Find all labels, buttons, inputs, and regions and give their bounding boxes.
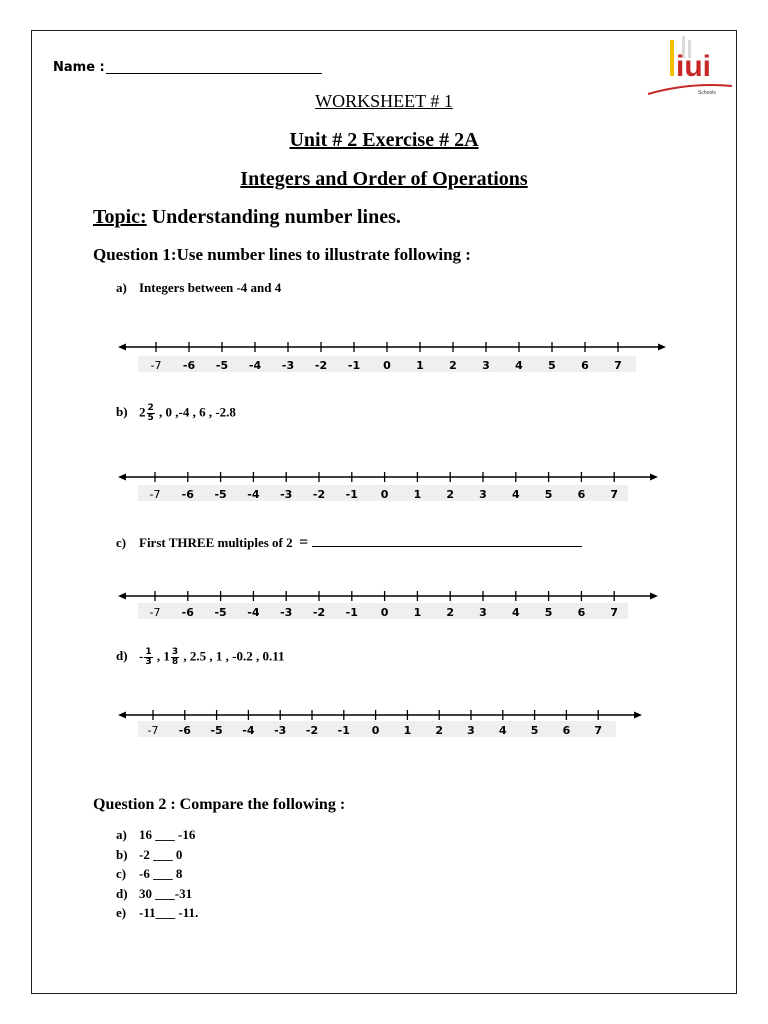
chapter-title: Integers and Order of Operations <box>240 168 528 190</box>
left-arrow <box>118 712 126 719</box>
tick-label: -2 <box>312 488 326 501</box>
tick-label: 7 <box>610 488 619 501</box>
tick-label: 2 <box>446 488 455 501</box>
number-line-a[interactable] <box>118 342 666 372</box>
tick-label: -5 <box>215 359 229 372</box>
tick-label: -6 <box>181 488 194 501</box>
question-1a: a) Integers between -4 and 4 <box>116 280 282 295</box>
tick-label: 3 <box>467 724 475 737</box>
left-arrow <box>118 593 126 600</box>
tick-label: 5 <box>544 606 553 619</box>
tick-label: 2 <box>435 724 444 737</box>
tick-label: -2 <box>312 606 326 619</box>
tick-label: 7 <box>610 606 619 619</box>
tick-label: 1 <box>416 359 424 372</box>
compare-item-c: c) -6 ___ 8 <box>116 866 183 881</box>
tick-label: 4 <box>511 606 520 619</box>
tick-label: -4 <box>247 606 260 619</box>
tick-label: -7 <box>149 488 161 501</box>
tick-label: 0 <box>380 488 389 501</box>
compare-item-b: b) -2 ___ 0 <box>116 847 183 862</box>
tick-label: -3 <box>280 606 293 619</box>
tick-label: 5 <box>548 359 556 372</box>
logo-text: Schools <box>698 90 716 96</box>
tick-label: 7 <box>614 359 622 372</box>
tick-label: 0 <box>383 359 391 372</box>
tick-label: -3 <box>274 724 287 737</box>
tick-label: 2 <box>449 359 457 372</box>
question-1-title: Question 1:Use number lines to illustrate following : <box>93 245 471 264</box>
tick-label: -6 <box>182 359 196 372</box>
question-1c: c) First THREE multiples of 2 = <box>116 534 582 552</box>
number-line-d[interactable] <box>118 710 642 737</box>
tick-label: 0 <box>380 606 389 619</box>
topic-label: Topic: <box>93 206 147 228</box>
tick-label: 6 <box>562 724 571 737</box>
tick-label: 6 <box>577 606 586 619</box>
question-1b: b) 2 $\frac{2}{5}$ , 0 ,-4 , 6 , -2.8 <box>116 403 236 423</box>
compare-item-a: a) 16 ___ -16 <box>116 827 196 842</box>
tick-label: 2 <box>446 606 455 619</box>
tick-label: -7 <box>150 359 162 372</box>
question-1d: d) - $\frac{1}{3}$ , 1 $\frac{3}{8}$ , 2.5 , 1 , -0.2 , 0.11 <box>116 647 285 667</box>
tick-label: -2 <box>305 724 319 737</box>
number-line-c[interactable] <box>118 591 658 619</box>
left-arrow <box>118 474 126 481</box>
tick-label: -6 <box>178 724 191 737</box>
topic-text: Understanding number lines. <box>146 206 401 228</box>
tick-label: 4 <box>498 724 507 737</box>
tick-label: 0 <box>371 724 380 737</box>
tick-label: 3 <box>479 606 487 619</box>
tick-label: 4 <box>511 488 520 501</box>
tick-label: -4 <box>242 724 255 737</box>
tick-label: -1 <box>345 606 358 619</box>
left-arrow <box>118 344 126 351</box>
tick-label: -4 <box>248 359 262 372</box>
tick-label: 1 <box>403 724 412 737</box>
compare-item-d: d) 30 ___-31 <box>116 886 193 901</box>
name-label: Name : <box>53 60 105 75</box>
unit-title: Unit # 2 Exercise # 2A <box>289 129 479 151</box>
tick-label: -3 <box>280 488 293 501</box>
right-arrow <box>634 712 642 719</box>
tick-label: 6 <box>577 488 586 501</box>
compare-item-e: e) -11___ -11. <box>116 905 199 920</box>
tick-label: -1 <box>345 488 358 501</box>
tick-label: -5 <box>210 724 223 737</box>
tick-label: 5 <box>544 488 553 501</box>
tick-label: -7 <box>149 606 161 619</box>
tick-label: -1 <box>337 724 350 737</box>
tick-label: -2 <box>314 359 328 372</box>
tick-label: 6 <box>581 359 589 372</box>
tick-label: -5 <box>214 488 227 501</box>
tick-label: -6 <box>181 606 194 619</box>
tick-label: -5 <box>214 606 227 619</box>
tick-label: 5 <box>530 724 539 737</box>
tick-label: -4 <box>247 488 260 501</box>
tick-label: 1 <box>413 488 422 501</box>
right-arrow <box>650 474 658 481</box>
svg-text:iui: iui <box>676 50 711 83</box>
tick-label: -7 <box>147 724 159 737</box>
tick-label: 4 <box>515 359 523 372</box>
right-arrow <box>658 344 666 351</box>
tick-label: 3 <box>479 488 487 501</box>
tick-label: 7 <box>594 724 603 737</box>
question-2-title: Question 2 : Compare the following : <box>93 796 346 813</box>
tick-label: -1 <box>347 359 361 372</box>
worksheet-title: WORKSHEET # 1 <box>315 91 453 111</box>
tick-label: 1 <box>413 606 422 619</box>
tick-label: -3 <box>281 359 295 372</box>
number-line-b[interactable] <box>118 472 658 501</box>
right-arrow <box>650 593 658 600</box>
tick-label: 3 <box>482 359 490 372</box>
